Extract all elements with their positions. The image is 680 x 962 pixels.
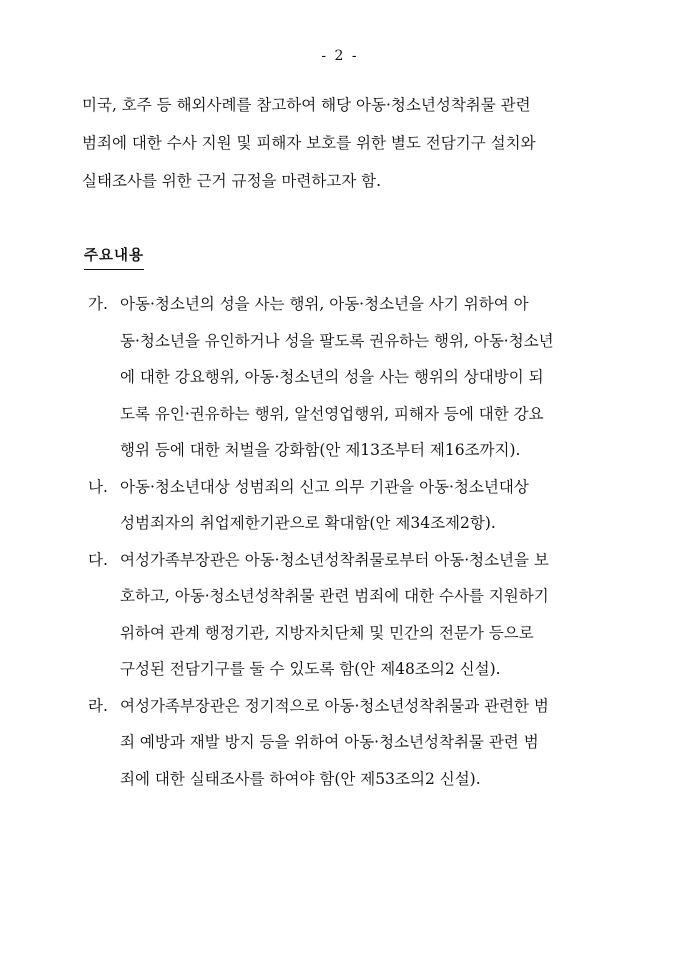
list-item bbox=[88, 286, 618, 469]
list-item-line: 아동·청소년대상 성범죄의 신고 의무 기관을 아동·청소년대상 bbox=[120, 477, 529, 496]
list-item-text bbox=[88, 469, 618, 542]
list-item-text bbox=[88, 286, 618, 469]
list-item bbox=[88, 542, 618, 688]
list-item-marker: 다. bbox=[88, 550, 108, 569]
list-item-line: 호하고, 아동·청소년성착취물 관련 범죄에 대한 수사를 지원하기 bbox=[120, 587, 549, 605]
main-content-list bbox=[88, 286, 618, 797]
list-item-line: 구성된 전담기구를 둘 수 있도록 함(안 제48조의2 신설). bbox=[120, 660, 501, 678]
section-heading: 주요내용 bbox=[84, 244, 144, 270]
list-item-line: 동·청소년을 유인하거나 성을 팔도록 권유하는 행위, 아동·청소년 bbox=[120, 331, 554, 350]
list-item-line: 죄에 대한 실태조사를 하여야 함(안 제53조의2 신설). bbox=[120, 769, 481, 788]
list-item-line: 위하여 관계 행정기관, 지방자치단체 및 민간의 전문가 등으로 bbox=[120, 623, 534, 642]
list-item-line: 여성가족부장관은 아동·청소년성착취물로부터 아동·청소년을 보 bbox=[120, 550, 549, 569]
list-item-line: 아동·청소년의 성을 사는 행위, 아동·청소년을 사기 위하여 아 bbox=[120, 295, 529, 313]
list-item-line: 여성가족부장관은 정기적으로 아동·청소년성착취물과 관련한 범 bbox=[120, 696, 549, 715]
intro-line: 범죄에 대한 수사 지원 및 피해자 보호를 위한 별도 전담기구 설치와 bbox=[82, 134, 536, 152]
list-item bbox=[88, 688, 618, 798]
list-item-marker: 가. bbox=[88, 295, 108, 313]
list-item-line: 성범죄자의 취업제한기관으로 확대함(안 제34조제2항). bbox=[120, 514, 496, 532]
intro-line: 미국, 호주 등 해외사례를 참고하여 해당 아동·청소년성착취물 관련 bbox=[82, 96, 531, 114]
list-item bbox=[88, 469, 618, 542]
list-item-line: 에 대한 강요행위, 아동·청소년의 성을 사는 행위의 상대방이 되 bbox=[120, 368, 544, 386]
list-item-text bbox=[88, 542, 618, 688]
list-item-line: 행위 등에 대한 처벌을 강화함(안 제13조부터 제16조까지). bbox=[120, 441, 521, 459]
list-item-line: 도록 유인·권유하는 행위, 알선영업행위, 피해자 등에 대한 강요 bbox=[120, 404, 544, 423]
list-item-line: 죄 예방과 재발 방지 등을 위하여 아동·청소년성착취물 관련 범 bbox=[120, 733, 539, 751]
list-item-marker: 나. bbox=[88, 477, 108, 496]
intro-paragraph bbox=[82, 86, 612, 200]
list-item-marker: 라. bbox=[88, 696, 108, 715]
list-item-text bbox=[88, 688, 618, 798]
intro-line: 실태조사를 위한 근거 규정을 마련하고자 함. bbox=[82, 172, 382, 190]
page-number: - 2 - bbox=[321, 48, 359, 64]
